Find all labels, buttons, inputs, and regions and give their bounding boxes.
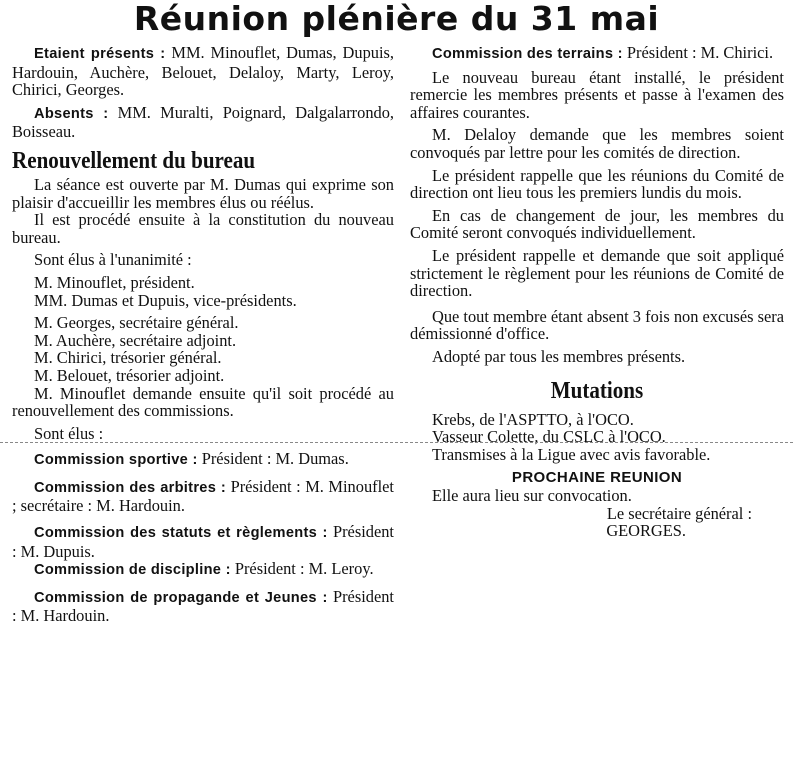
elected-secretary-general: M. Georges, secrétaire général. [34, 313, 239, 333]
commission-propagande [12, 588, 394, 625]
elected-president: M. Minouflet, président. [34, 272, 195, 292]
next-meeting-text: Elle aura lieu sur convocation. [432, 486, 632, 506]
paragraph-rules: Le président rappelle et demande que soit appliqué strictement le règlement pour les réunions de Comité de direction. [410, 245, 784, 301]
signature-role: Le secrétaire général : [606, 503, 752, 523]
commission-statuts [12, 523, 394, 560]
commission-terrains [410, 44, 784, 64]
attendance-absent [12, 104, 394, 141]
elected-assistant-secretary: M. Auchère, secrétaire adjoint. [34, 330, 237, 350]
paragraph-delaloy-request: M. Delaloy demande que les membres soient convoqués par lettre pour les comités de direction. [410, 125, 784, 162]
commission-label: Commission sportive : [34, 452, 198, 469]
present-label: Etaient présents : [34, 46, 166, 62]
absent-names: MM. Muralti, Poignard, Dalgalarrondo, Boisseau. [12, 102, 395, 142]
present-names: MM. Minouflet, Dumas, Dupuis, Hardouin, Auchère, Belouet, Delaloy, Marty, Leroy, Chirici, Georges. [12, 43, 394, 100]
section-heading-bureau: Renouvellement du bureau [12, 146, 256, 174]
commission-label: Commission de propagande et Jeunes : [34, 589, 328, 606]
section-heading-mutations: Mutations [550, 376, 644, 404]
mutation-item: Krebs, de l'ASPTTO, à l'OCO. [432, 409, 634, 429]
mutation-item: Vasseur Colette, du CSLC à l'OCO. [432, 427, 666, 447]
paragraph-constitution: Il est procédé ensuite à la constitution du nouveau bureau. [12, 210, 394, 247]
mutation-note: Transmises à la Ligue avec avis favorable. [432, 444, 711, 464]
paragraph-meeting-schedule: Le président rappelle que les réunions du Comité de direction ont lieu tous les premiers lundis du mois. [410, 165, 784, 203]
commission-text: Président : M. Minouflet ; secrétaire : M. Hardouin. [12, 476, 394, 516]
elected-treasurer: M. Chirici, trésorier général. [34, 348, 222, 368]
page-title: Réunion plénière du 31 mai [133, 0, 660, 38]
section-heading-next-meeting: PROCHAINE REUNION [511, 469, 683, 487]
absent-label: Absents : [34, 105, 109, 122]
right-column [410, 44, 784, 540]
commission-text: Président : M. Dupuis. [12, 522, 394, 561]
paragraph-elected: Sont élus : [34, 423, 104, 443]
paragraph-absence: Que tout membre étant absent 3 fois non excusés sera démissionné d'office. [410, 306, 784, 344]
commission-text: Président : M. Chirici. [626, 43, 774, 62]
commission-discipline [12, 560, 394, 580]
left-column [12, 44, 394, 625]
commission-text: Président : M. Hardouin. [12, 586, 394, 626]
commission-arbitres [12, 478, 394, 515]
paragraph-adopted: Adopté par tous les membres présents. [432, 346, 686, 366]
paragraph-day-change: En cas de changement de jour, les membres du Comité seront convoqués individuellement. [410, 205, 784, 243]
commission-label: Commission des statuts et règlements : [34, 525, 328, 542]
commission-sportive [12, 450, 394, 470]
paragraph-commissions-request: M. Minouflet demande ensuite qu'il soit procédé au renouvellement des commissions. [12, 383, 394, 421]
elected-vice-presidents: MM. Dumas et Dupuis, vice-présidents. [34, 290, 297, 310]
commission-label: Commission des terrains : [432, 46, 623, 62]
elected-assistant-treasurer: M. Belouet, trésorier adjoint. [34, 365, 225, 385]
paragraph-bureau-installed: Le nouveau bureau étant installé, le président remercie les membres présents et passe à l'examen des affaires courantes. [410, 67, 784, 122]
commission-label: Commission de discipline : [34, 562, 231, 579]
commission-text: Président : M. Dumas. [201, 449, 349, 469]
paragraph-opening: La séance est ouverte par M. Dumas qui exprime son plaisir d'accueillir les membres élus ou réélus. [12, 174, 394, 212]
paper-fold-line [0, 442, 793, 443]
commission-text: Président : M. Leroy. [234, 559, 374, 579]
attendance-present [12, 44, 394, 99]
commission-label: Commission des arbitres : [34, 479, 227, 496]
signature-name: GEORGES. [606, 521, 686, 541]
paragraph-elected-unanimity: Sont élus à l'unanimité : [34, 250, 192, 270]
